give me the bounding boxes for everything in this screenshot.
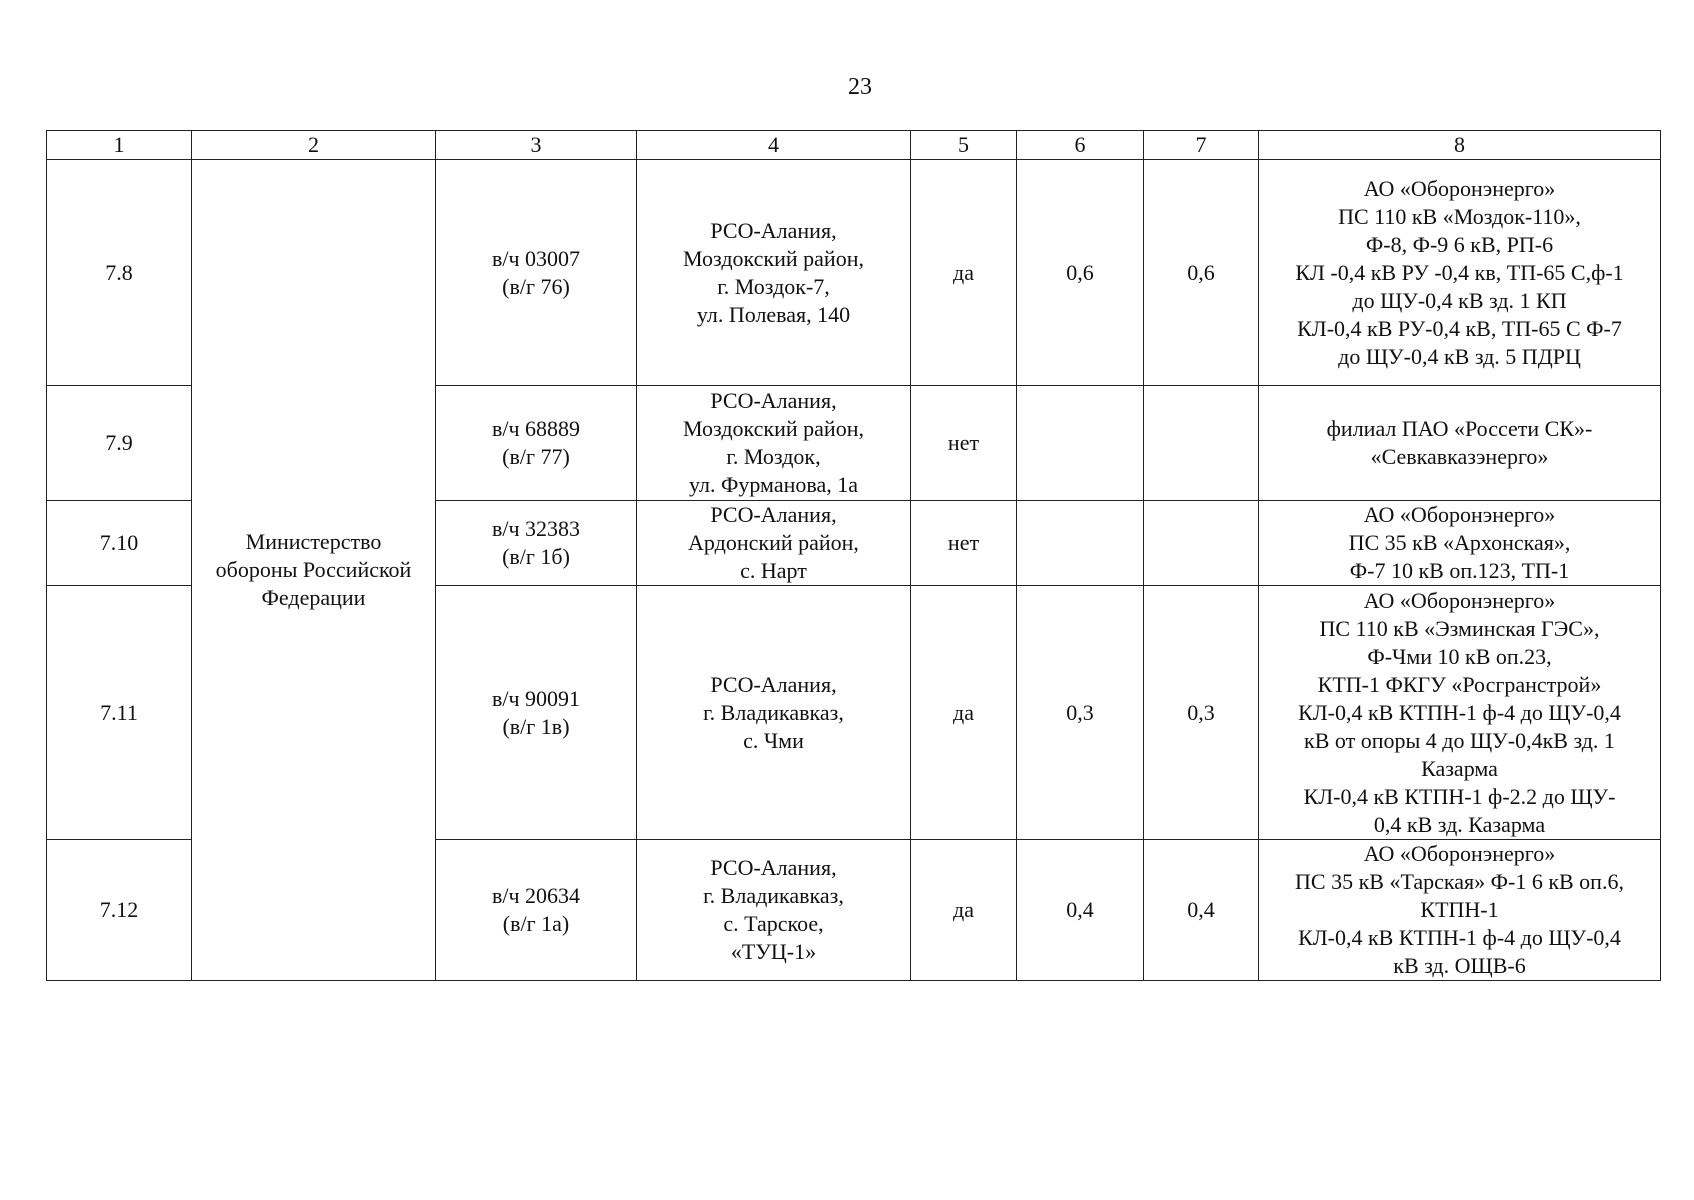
supplier-cell (1259, 501, 1661, 586)
flag-text: нет (947, 430, 980, 455)
row-number-text: 7.11 (100, 699, 138, 725)
address-text: РСО-Алания, Моздокский район, г. Моздок-7, ул. Полевая, 140 (683, 217, 864, 327)
header-cell-6: 6 (1017, 131, 1144, 160)
supplier-text: АО «Оборонэнерго» ПС 110 кВ «Моздок-110», Ф-8, Ф-9 6 кВ, РП-6 КЛ -0,4 кВ РУ -0,4 кв, ТП-65 С,ф-1 до ЩУ-0,4 кВ зд. 1 КП КЛ-0,4 кВ РУ-0,4 кВ, ТП-65 С Ф-7 до ЩУ-0,4 кВ зд. 5 ПДРЦ (1295, 175, 1624, 369)
header-cell-1: 1 (47, 131, 192, 160)
flag-cell (911, 386, 1017, 501)
row-number-text: 7.8 (105, 259, 133, 285)
flag-cell (911, 840, 1017, 981)
value-7-cell (1144, 840, 1259, 981)
flag-cell (911, 501, 1017, 586)
unit-cell (436, 840, 637, 981)
data-table (46, 130, 1661, 981)
unit-cell (436, 386, 637, 501)
row-number-text: 7.9 (105, 430, 133, 455)
unit-text: в/ч 68889 (в/г 77) (491, 416, 581, 469)
table-row (47, 160, 1661, 386)
unit-cell (436, 586, 637, 840)
supplier-text: АО «Оборонэнерго» ПС 110 кВ «Эзминская ГЭС», Ф-Чми 10 кВ оп.23, КТП-1 ФКГУ «Росгранстрой» КЛ-0,4 кВ КТПН-1 ф-4 до ЩУ-0,4 кВ от опоры 4 до ЩУ-0,4кВ зд. 1 Казарма КЛ-0,4 кВ КТПН-1 ф-2.2 до ЩУ- 0,4 кВ зд. Казарма (1298, 587, 1621, 837)
organization-cell (192, 160, 436, 981)
row-number (47, 386, 192, 501)
value-6-cell (1017, 386, 1144, 501)
flag-text: да (953, 259, 974, 285)
row-number-text: 7.10 (99, 530, 139, 555)
value-6-cell (1017, 586, 1144, 840)
value-7-cell (1144, 501, 1259, 586)
flag-text: нет (947, 530, 980, 555)
row-number-text: 7.12 (99, 897, 139, 922)
header-cell-3: 3 (436, 131, 637, 160)
supplier-cell (1259, 160, 1661, 386)
header-cell-4: 4 (637, 131, 911, 160)
value-7-text: 0,4 (1187, 897, 1215, 922)
value-7-text: 0,3 (1187, 699, 1215, 725)
address-text: РСО-Алания, г. Владикавказ, с. Тарское, «ТУЦ-1» (703, 855, 844, 964)
address-text: РСО-Алания, Ардонский район, с. Нарт (688, 502, 859, 583)
header-cell-8: 8 (1259, 131, 1661, 160)
unit-cell (436, 160, 637, 386)
address-text: РСО-Алания, г. Владикавказ, с. Чми (703, 671, 844, 753)
header-cell-7: 7 (1144, 131, 1259, 160)
address-cell (637, 840, 911, 981)
value-6-text: 0,4 (1066, 897, 1094, 922)
unit-text: в/ч 20634 (в/г 1а) (491, 883, 581, 936)
value-6-cell (1017, 160, 1144, 386)
value-7-cell (1144, 386, 1259, 501)
header-row (47, 131, 1661, 160)
organization-text: Министерство обороны Российской Федерации (215, 529, 412, 610)
supplier-text: филиал ПАО «Россети СК»- «Севкавказэнерго» (1326, 416, 1593, 469)
value-7-cell (1144, 586, 1259, 840)
address-cell (637, 386, 911, 501)
supplier-cell (1259, 586, 1661, 840)
row-number (47, 501, 192, 586)
supplier-cell (1259, 386, 1661, 501)
value-6-cell (1017, 501, 1144, 586)
row-number (47, 586, 192, 840)
unit-text: в/ч 90091 (в/г 1в) (491, 685, 581, 739)
value-6-cell (1017, 840, 1144, 981)
page-number: 23 (848, 74, 872, 100)
flag-cell (911, 160, 1017, 386)
row-number (47, 160, 192, 386)
unit-text: в/ч 03007 (в/г 76) (491, 245, 581, 299)
flag-text: да (953, 897, 974, 922)
supplier-text: АО «Оборонэнерго» ПС 35 кВ «Архонская», Ф-7 10 кВ оп.123, ТП-1 (1348, 502, 1571, 583)
address-cell (637, 586, 911, 840)
value-7-text: 0,6 (1187, 259, 1215, 285)
value-6-text: 0,3 (1066, 699, 1094, 725)
supplier-text: АО «Оборонэнерго» ПС 35 кВ «Тарская» Ф-1 6 кВ оп.6, КТПН-1 КЛ-0,4 кВ КТПН-1 ф-4 до ЩУ-0,4 кВ зд. ОЩВ-6 (1295, 841, 1624, 978)
header-cell-2: 2 (192, 131, 436, 160)
supplier-cell (1259, 840, 1661, 981)
unit-text: в/ч 32383 (в/г 1б) (491, 516, 581, 569)
address-text: РСО-Алания, Моздокский район, г. Моздок, ул. Фурманова, 1а (683, 388, 864, 497)
value-7-cell (1144, 160, 1259, 386)
address-cell (637, 160, 911, 386)
flag-cell (911, 586, 1017, 840)
address-cell (637, 501, 911, 586)
flag-text: да (953, 699, 974, 725)
unit-cell (436, 501, 637, 586)
header-cell-5: 5 (911, 131, 1017, 160)
value-6-text: 0,6 (1066, 259, 1094, 285)
row-number (47, 840, 192, 981)
